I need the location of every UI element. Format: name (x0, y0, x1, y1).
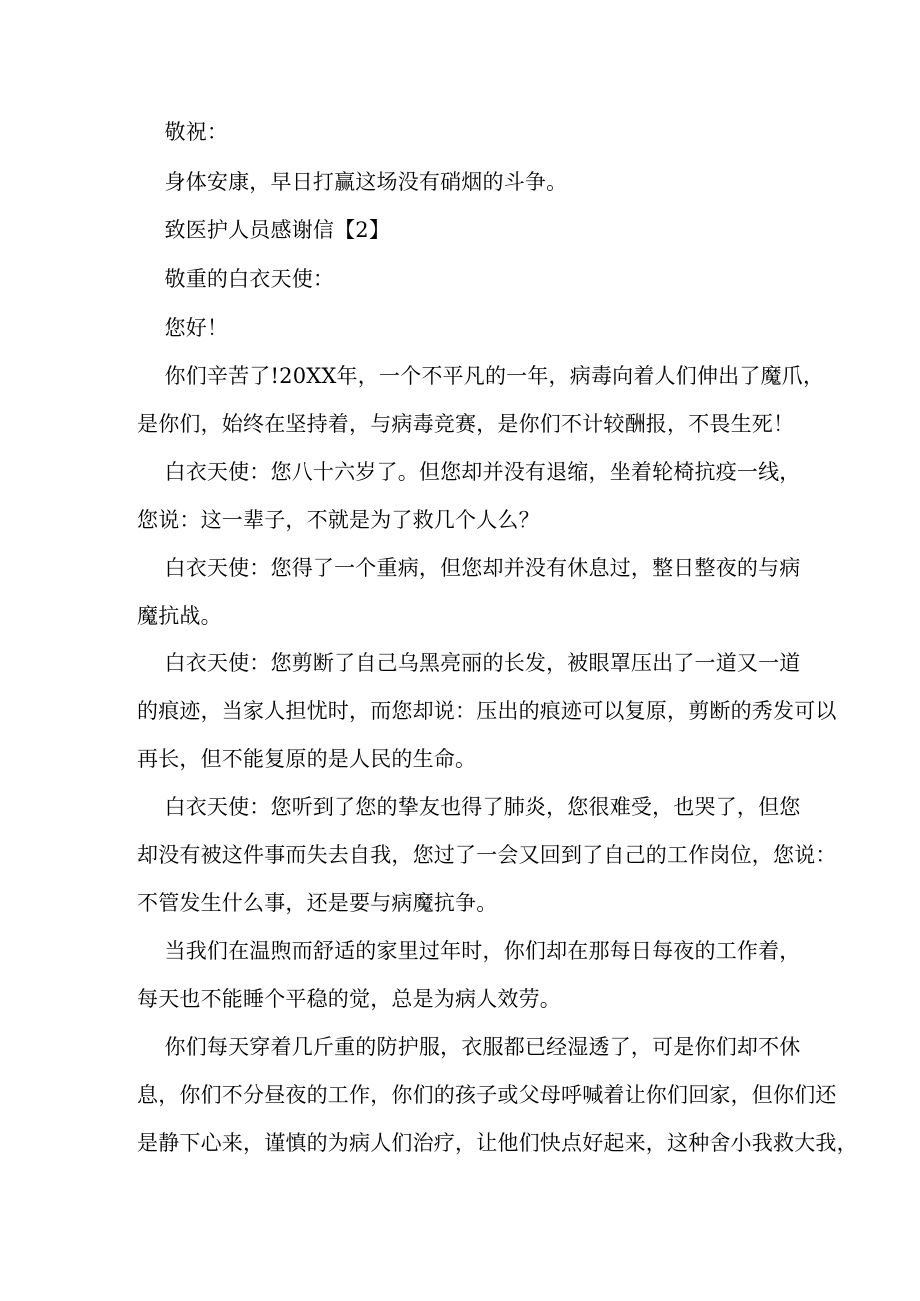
line-22: 是静下心来，谨慎的为病人们治疗，让他们快点好起来，这种舍小我救大我， (137, 1131, 858, 1155)
line-19: 每天也不能睡个平稳的觉，总是为病人效劳。 (137, 987, 561, 1011)
line-17: 不管发生什么事，还是要与病魔抗争。 (137, 891, 498, 915)
line-12: 白衣天使：您剪断了自己乌黑亮丽的长发，被眼罩压出了一道又一道 (137, 651, 801, 675)
line-18: 当我们在温煦而舒适的家里过年时，你们却在那每日每夜的工作着， (137, 939, 801, 963)
line-15: 白衣天使：您听到了您的挚友也得了肺炎，您很难受，也哭了，但您 (137, 795, 801, 819)
line-13: 的痕迹，当家人担忧时，而您却说：压出的痕迹可以复原，剪断的秀发可以 (137, 699, 837, 723)
line-10: 白衣天使：您得了一个重病，但您却并没有休息过，整日整夜的与病 (137, 556, 801, 580)
line-1: 敬祝： (137, 120, 229, 144)
line-14: 再长，但不能复原的是人民的生命。 (137, 747, 477, 771)
line-11: 魔抗战。 (137, 604, 222, 628)
line-20: 你们每天穿着几斤重的防护服，衣服都已经湿透了，可是你们却不休 (137, 1035, 801, 1059)
line-4: 敬重的白衣天使： (137, 267, 335, 291)
line-6: 你们辛苦了!20XX年，一个不平凡的一年，病毒向着人们伸出了魔爪， (137, 364, 825, 388)
line-2: 身体安康，早日打赢这场没有硝烟的斗争。 (137, 170, 568, 194)
line-9: 您说：这一辈子，不就是为了救几个人么？ (137, 508, 540, 532)
line-21: 息，你们不分昼夜的工作，你们的孩子或父母呼喊着让你们回家，但你们还 (137, 1083, 837, 1107)
line-8: 白衣天使：您八十六岁了。但您却并没有退缩，坐着轮椅抗疫一线， (137, 460, 801, 484)
line-16: 却没有被这件事而失去自我，您过了一会又回到了自己的工作岗位，您说： (137, 843, 837, 867)
line-3: 致医护人员感谢信【2】 (137, 218, 391, 242)
line-5: 您好！ (137, 316, 229, 340)
document-body (137, 120, 858, 1155)
line-7: 是你们，始终在坚持着，与病毒竞赛，是你们不计较酬报，不畏生死！ (137, 412, 795, 436)
